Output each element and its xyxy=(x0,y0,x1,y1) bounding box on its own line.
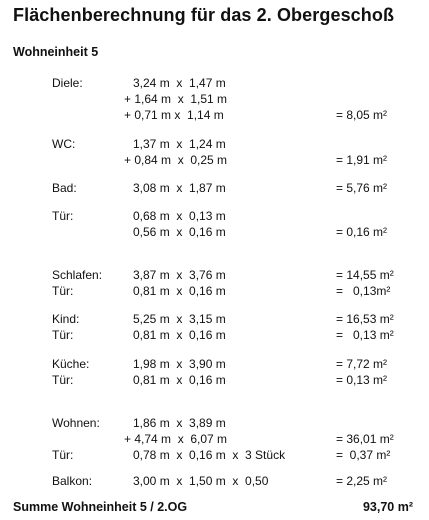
area-result: = 14,55 m² xyxy=(336,268,394,282)
area-expression: 1,86 m x 3,89 m xyxy=(133,416,226,430)
calc-row-diele xyxy=(0,75,429,91)
calc-row-wohnen-2 xyxy=(0,431,429,447)
room-label: Küche: xyxy=(52,357,90,371)
area-result: = 0,16 m² xyxy=(336,225,388,239)
page-title: Flächenberechnung für das 2. Obergeschoß xyxy=(13,5,395,25)
unit-heading: Wohneinheit 5 xyxy=(13,45,99,59)
area-result: = 2,25 m² xyxy=(336,474,388,488)
area-expression: 3,24 m x 1,47 m xyxy=(133,76,226,90)
calc-row-tuer-schlafen xyxy=(0,283,429,299)
area-result: = 8,05 m² xyxy=(336,108,388,122)
area-expression: + 1,64 m x 1,51 m xyxy=(124,92,228,106)
room-label: Bad: xyxy=(52,181,77,195)
room-label: Tür: xyxy=(52,328,74,342)
area-result: = 0,13 m² xyxy=(336,328,394,342)
room-label: Tür: xyxy=(52,373,74,387)
area-result: = 1,91 m² xyxy=(336,153,388,167)
summary-value: 93,70 m² xyxy=(362,500,413,514)
calc-row-tuer-kind xyxy=(0,327,429,343)
summary-label: Summe Wohneinheit 5 / 2.OG xyxy=(13,500,188,514)
room-label: Balkon: xyxy=(52,474,93,488)
area-expression: + 0,71 m x 1,14 m xyxy=(124,108,224,122)
room-label: Wohnen: xyxy=(52,416,100,430)
area-expression: 3,08 m x 1,87 m xyxy=(133,181,226,195)
area-result: = 0,13m² xyxy=(336,284,391,298)
area-result: = 5,76 m² xyxy=(336,181,388,195)
area-expression: 1,37 m x 1,24 m xyxy=(133,137,226,151)
area-expression: 3,87 m x 3,76 m xyxy=(133,268,226,282)
calc-row-wc xyxy=(0,136,429,152)
calc-row-balkon xyxy=(0,473,429,489)
area-expression: 0,81 m x 0,16 m xyxy=(133,328,226,342)
area-expression: + 4,74 m x 6,07 m xyxy=(124,432,228,446)
area-result: = 0,37 m² xyxy=(336,448,391,462)
area-result: = 0,13 m² xyxy=(336,373,388,387)
area-expression: + 0,84 m x 0,25 m xyxy=(124,153,228,167)
room-label: Kind: xyxy=(52,312,80,326)
area-expression: 0,81 m x 0,16 m xyxy=(133,284,226,298)
calc-row-wohnen xyxy=(0,415,429,431)
calc-row-tuer-kueche xyxy=(0,372,429,388)
room-label: Tür: xyxy=(52,209,74,223)
area-result: = 16,53 m² xyxy=(336,312,394,326)
room-label: Diele: xyxy=(52,76,83,90)
area-result: = 7,72 m² xyxy=(336,357,388,371)
area-result: = 36,01 m² xyxy=(336,432,394,446)
calc-row-tuer-wohnen xyxy=(0,447,429,463)
area-expression: 0,78 m x 0,16 m x 3 Stück xyxy=(133,448,286,462)
area-expression: 0,56 m x 0,16 m xyxy=(133,225,226,239)
room-label: Tür: xyxy=(52,448,74,462)
calc-row-diele-3 xyxy=(0,107,429,123)
calc-row-kueche xyxy=(0,356,429,372)
room-label: Schlafen: xyxy=(52,268,103,282)
area-expression: 0,68 m x 0,13 m xyxy=(133,209,226,223)
area-expression: 1,98 m x 3,90 m xyxy=(133,357,226,371)
calc-row-kind xyxy=(0,311,429,327)
calc-row-schlafen xyxy=(0,267,429,283)
room-label: Tür: xyxy=(52,284,74,298)
calc-row-wc-2 xyxy=(0,152,429,168)
area-expression: 0,81 m x 0,16 m xyxy=(133,373,226,387)
calc-row-diele-2 xyxy=(0,91,429,107)
room-label: WC: xyxy=(52,137,76,151)
calc-row-bad xyxy=(0,180,429,196)
area-expression: 5,25 m x 3,15 m xyxy=(133,312,226,326)
calc-row-tuer-bad-2 xyxy=(0,224,429,240)
area-expression: 3,00 m x 1,50 m x 0,50 xyxy=(133,474,269,488)
calc-row-tuer-bad xyxy=(0,208,429,224)
